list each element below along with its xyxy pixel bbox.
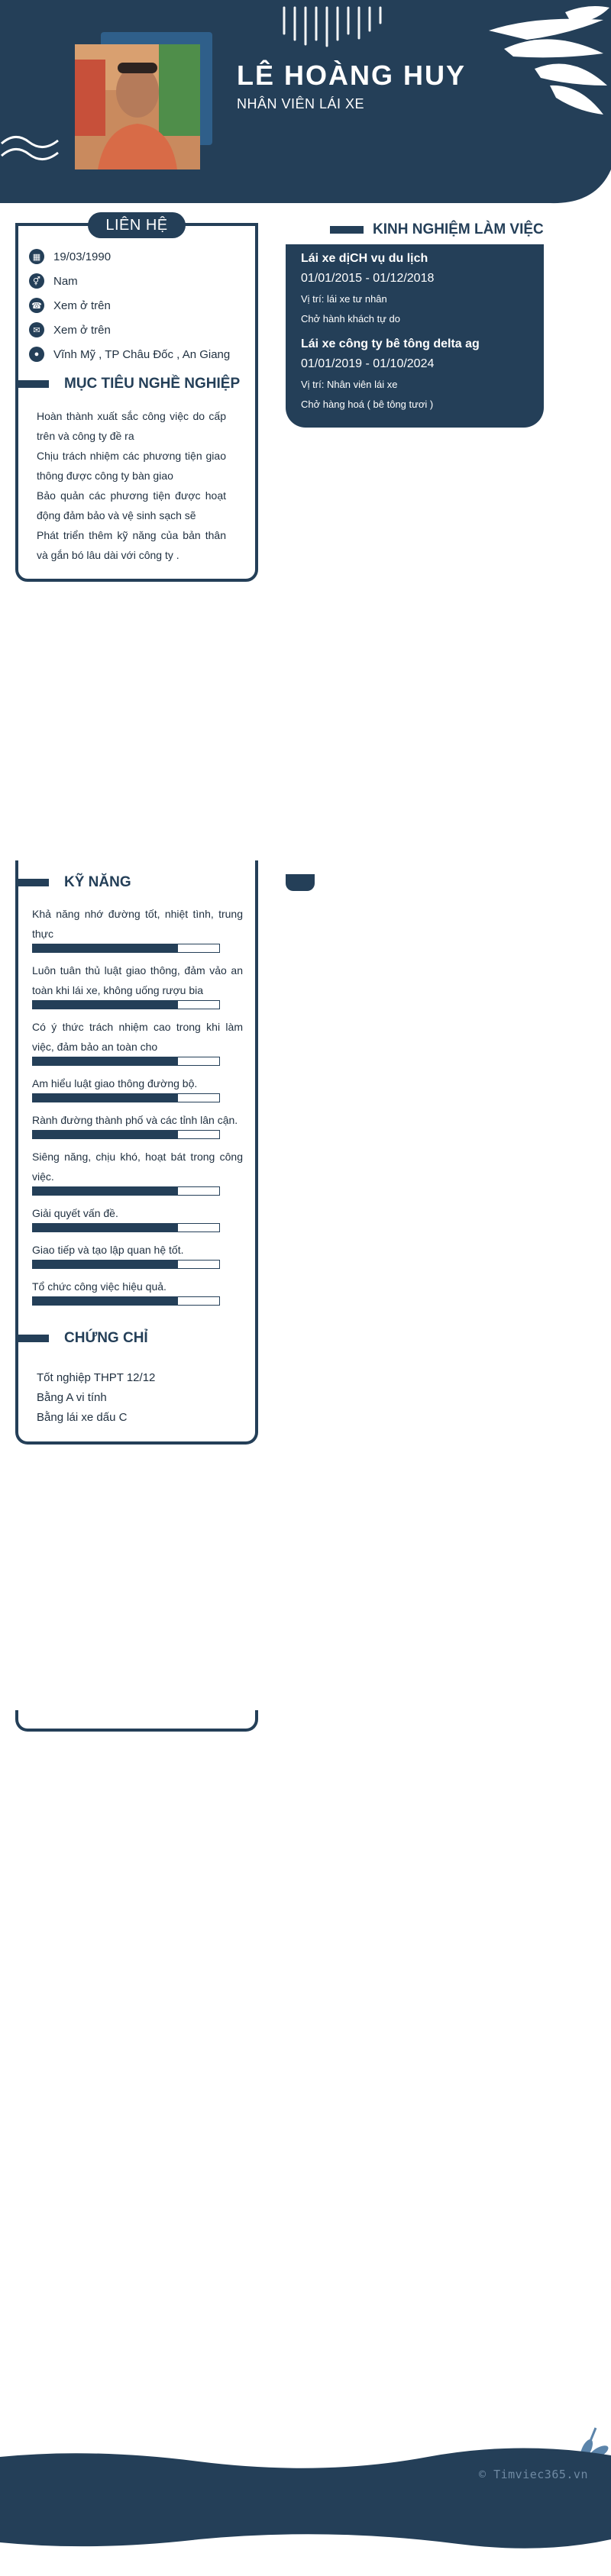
location-icon: ● bbox=[29, 347, 44, 362]
objective-heading-text: MỤC TIÊU NGHỀ NGHIỆP bbox=[64, 376, 241, 392]
skill-bar-fill bbox=[33, 1057, 178, 1065]
objective-heading bbox=[15, 376, 240, 392]
watermark: © Timviec365.vn bbox=[479, 2468, 588, 2481]
contact-email bbox=[29, 321, 111, 339]
decorative-tab bbox=[286, 874, 315, 891]
skill-bar-fill bbox=[33, 1187, 178, 1195]
skill-bar-fill bbox=[33, 1131, 178, 1138]
gender-value: Nam bbox=[53, 274, 78, 288]
experience-card bbox=[286, 244, 544, 428]
skill-bar bbox=[32, 1186, 220, 1196]
skill-bar bbox=[32, 1260, 220, 1269]
job-company: Lái xe công ty bê tông delta ag bbox=[301, 337, 480, 350]
skill-bar bbox=[32, 1130, 220, 1139]
job-description: Chở hành khách tự do bbox=[301, 313, 400, 324]
skill-bar bbox=[32, 1223, 220, 1232]
skill-text: Luôn tuân thủ luật giao thông, đảm vảo an toàn khi lái xe, không uống rượu bia bbox=[32, 964, 243, 996]
header-banner bbox=[0, 0, 611, 205]
objective-text bbox=[37, 406, 226, 565]
contact-heading: LIÊN HỆ bbox=[88, 212, 186, 238]
address-value: Vĩnh Mỹ , TP Châu Đốc , An Giang bbox=[53, 347, 231, 361]
skill-text: Siêng năng, chịu khó, hoạt bát trong công việc. bbox=[32, 1151, 243, 1183]
gender-icon: ⚥ bbox=[29, 273, 44, 289]
skill-text: Tổ chức công việc hiệu quả. bbox=[32, 1280, 166, 1293]
heading-bar bbox=[15, 879, 49, 886]
skill-bar-fill bbox=[33, 1261, 178, 1268]
experience-heading-text: KINH NGHIỆM LÀM VIỆC bbox=[373, 221, 544, 237]
skill-text: Giải quyết vấn đề. bbox=[32, 1207, 118, 1219]
profile-photo bbox=[75, 44, 200, 169]
contact-address bbox=[29, 345, 230, 363]
objective-line: Phát triển thêm kỹ năng của bản thân và gắn bó lâu dài với công ty . bbox=[37, 529, 226, 561]
heading-bar bbox=[15, 380, 49, 388]
skills-heading bbox=[15, 874, 131, 891]
job-dates: 01/01/2015 - 01/12/2018 bbox=[301, 272, 435, 285]
skill-bar bbox=[32, 1093, 220, 1102]
heading-bar bbox=[330, 226, 364, 234]
objective-line: Chịu trách nhiệm các phương tiện giao thông được công ty bàn giao bbox=[37, 450, 226, 482]
skill-text: Am hiểu luật giao thông đường bộ. bbox=[32, 1077, 198, 1089]
skill-bar-fill bbox=[33, 944, 178, 952]
job-title: NHÂN VIÊN LÁI XE bbox=[237, 96, 365, 111]
skills-heading-text: KỸ NĂNG bbox=[64, 874, 131, 890]
contact-gender bbox=[29, 272, 78, 290]
contact-phone bbox=[29, 296, 111, 315]
certificates-heading bbox=[15, 1330, 148, 1347]
empty-panel-bottom bbox=[15, 1710, 258, 1732]
objective-line: Bảo quản các phương tiện được hoạt động đảm bảo và vệ sinh sạch sẽ bbox=[37, 489, 226, 521]
phone-value: Xem ở trên bbox=[53, 299, 111, 312]
email-value: Xem ở trên bbox=[53, 323, 111, 337]
job-description: Chở hàng hoá ( bê tông tươi ) bbox=[301, 399, 434, 410]
skill-bar bbox=[32, 944, 220, 953]
job-role: Vị trí: lái xe tư nhân bbox=[301, 293, 387, 305]
birthday-value: 19/03/1990 bbox=[53, 250, 112, 263]
certificates-heading-text: CHỨNG CHỈ bbox=[64, 1330, 148, 1346]
experience-heading bbox=[330, 221, 544, 238]
skill-bar-fill bbox=[33, 1224, 178, 1232]
skill-bar bbox=[32, 1296, 220, 1306]
heading-bar bbox=[15, 1335, 49, 1342]
job-dates: 01/01/2019 - 01/10/2024 bbox=[301, 357, 435, 370]
skill-text: Rành đường thành phố và các tỉnh lân cận. bbox=[32, 1114, 238, 1126]
job-role: Vị trí: Nhân viên lái xe bbox=[301, 379, 398, 390]
skill-text: Có ý thức trách nhiệm cao trong khi làm việc, đảm bảo an toàn cho bbox=[32, 1021, 243, 1053]
skill-bar bbox=[32, 1057, 220, 1066]
skill-bar-fill bbox=[33, 1297, 178, 1305]
skill-text: Khả năng nhớ đường tốt, nhiệt tình, trung thực bbox=[32, 908, 243, 940]
job-company: Lái xe dịCH vụ du lịch bbox=[301, 252, 428, 265]
phone-icon: ☎ bbox=[29, 298, 44, 313]
skill-bar-fill bbox=[33, 1001, 178, 1009]
calendar-icon: ▦ bbox=[29, 249, 44, 264]
certificate-item: Bằng lái xe dấu C bbox=[37, 1411, 128, 1424]
contact-birthday bbox=[29, 247, 111, 266]
certificate-item: Tốt nghiệp THPT 12/12 bbox=[37, 1371, 156, 1384]
certificate-item: Bằng A vi tính bbox=[37, 1391, 107, 1404]
candidate-name: LÊ HOÀNG HUY bbox=[237, 60, 467, 91]
email-icon: ✉ bbox=[29, 322, 44, 337]
objective-line: Hoàn thành xuất sắc công việc do cấp trên và công ty đề ra bbox=[37, 410, 226, 442]
skill-bar-fill bbox=[33, 1094, 178, 1102]
skill-bar bbox=[32, 1000, 220, 1009]
skill-text: Giao tiếp và tạo lập quan hệ tốt. bbox=[32, 1244, 184, 1256]
